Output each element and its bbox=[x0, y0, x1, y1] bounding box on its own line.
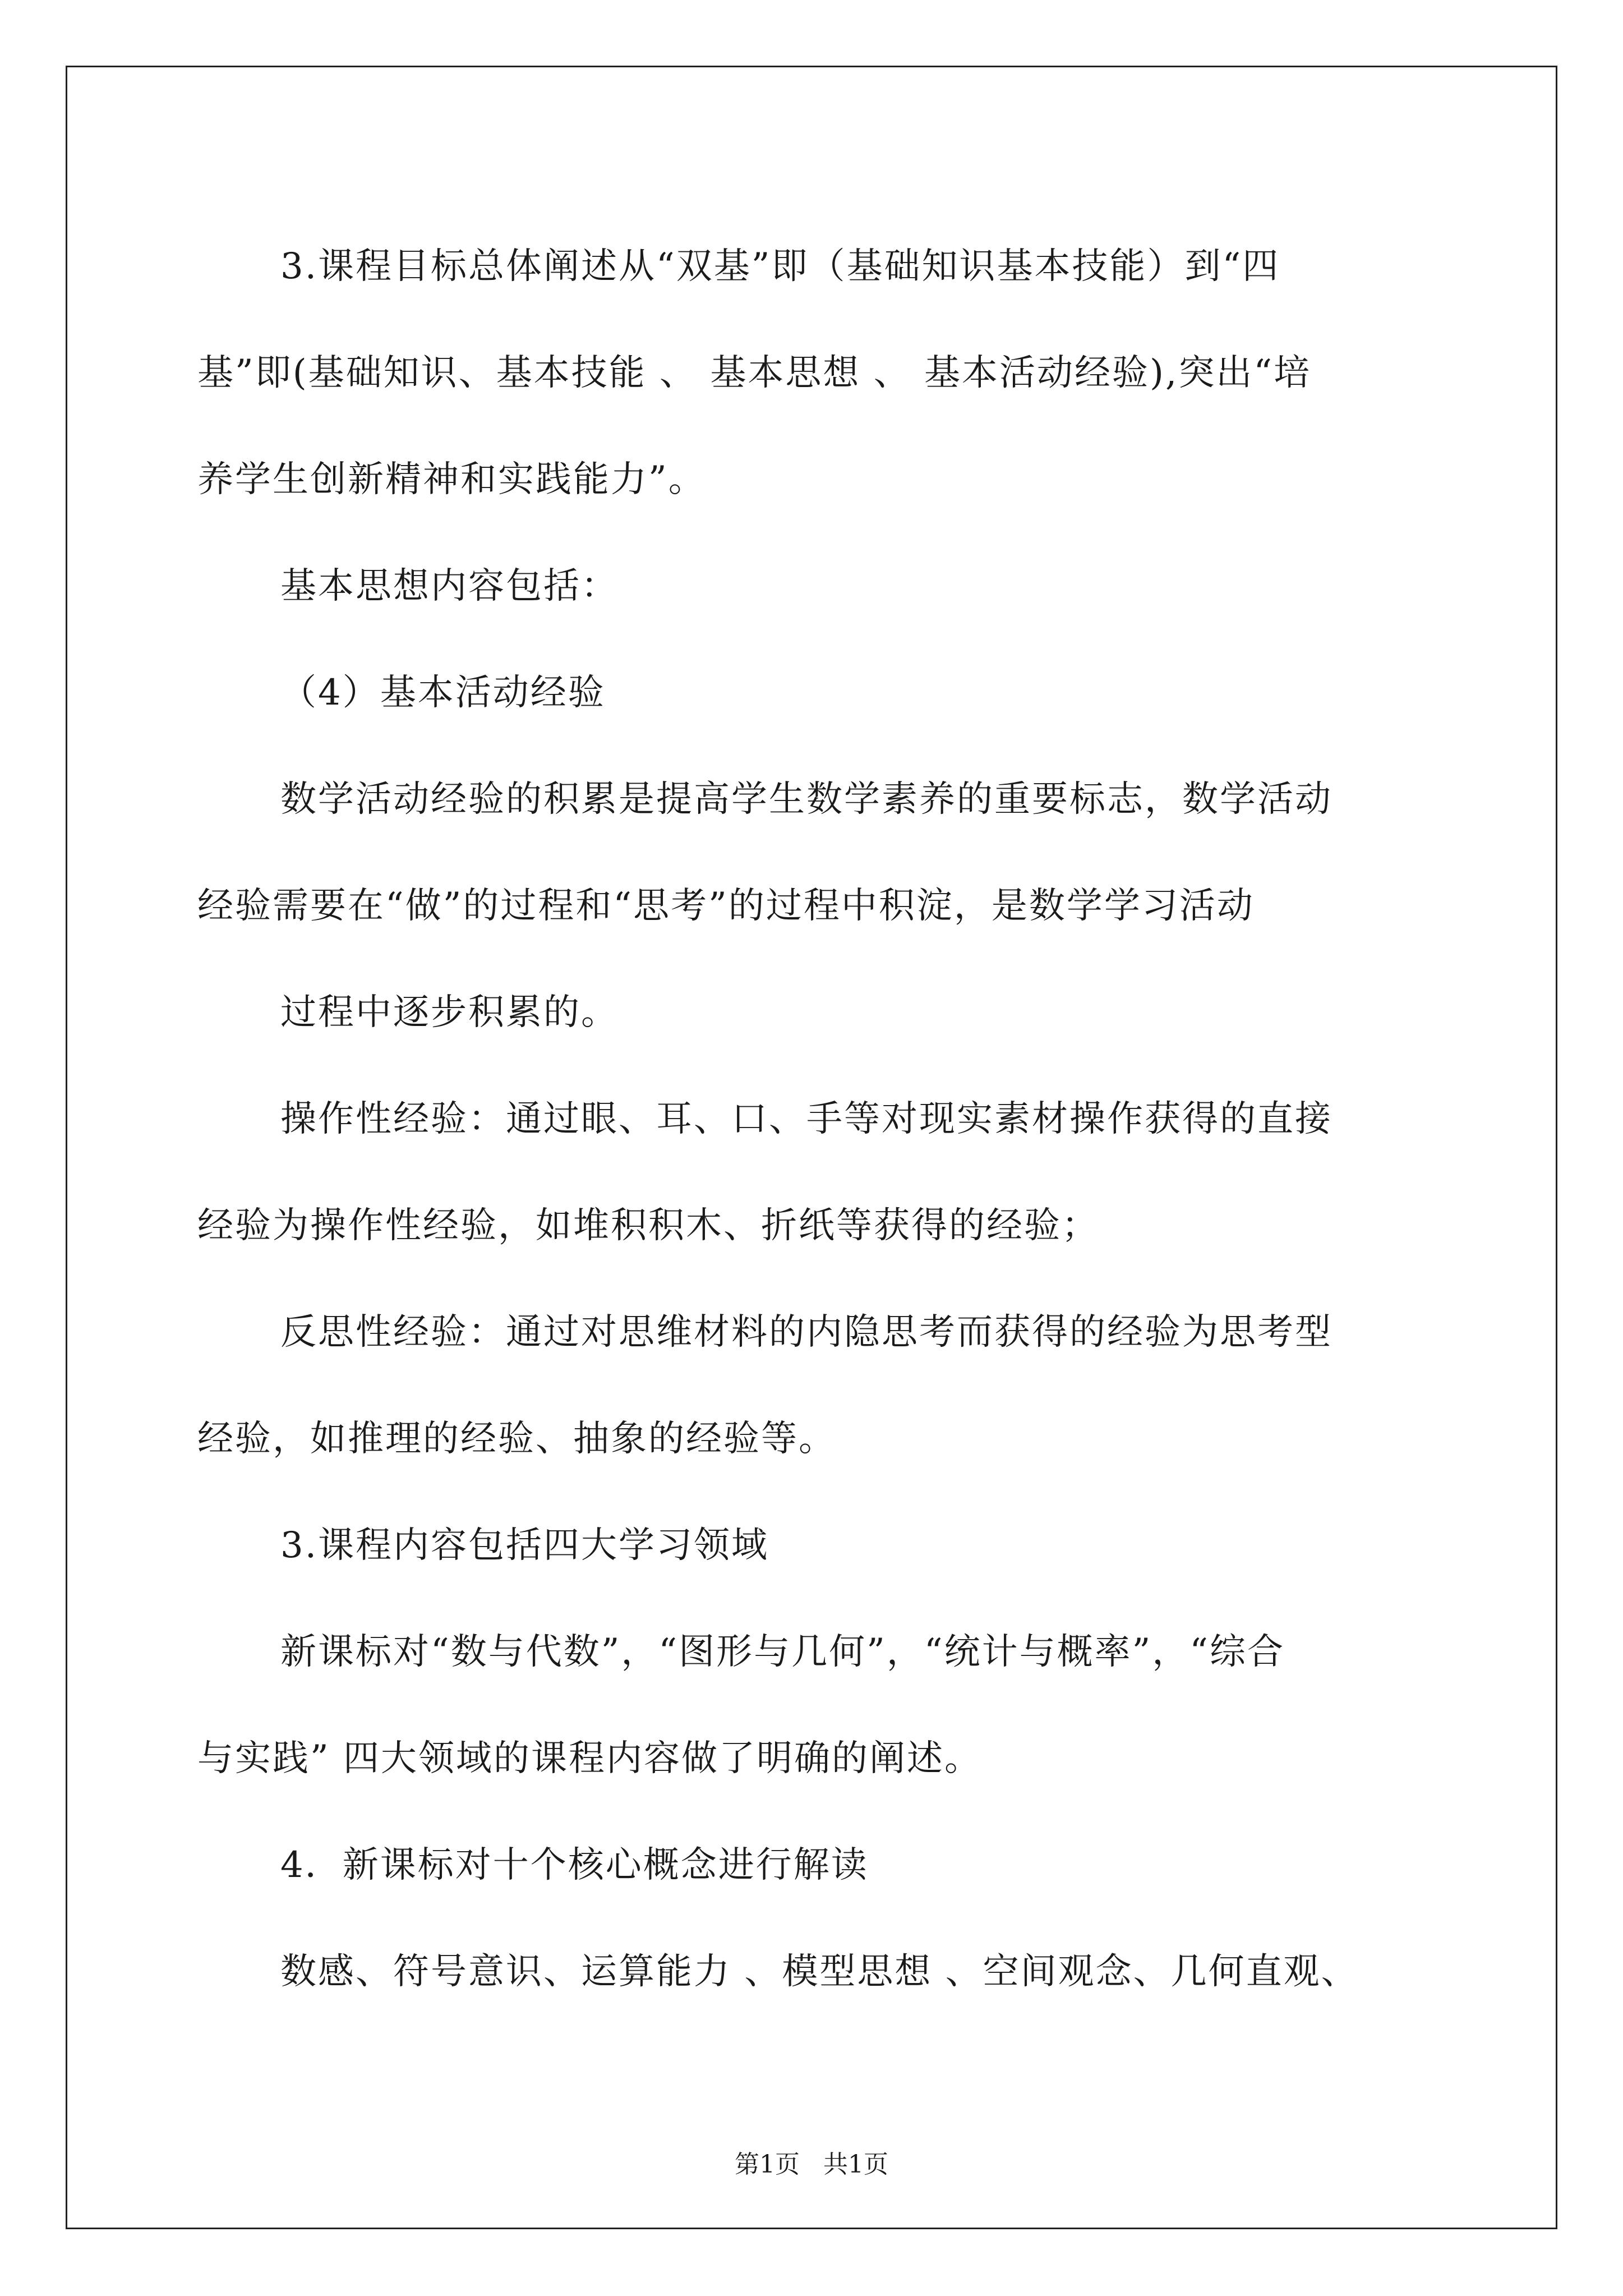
text-line: 新课标对“数与代数”，“图形与几何”，“统计与概率”，“综合 bbox=[280, 1631, 1285, 1673]
text-line: 与实践” 四大领域的课程内容做了明确的阐述。 bbox=[197, 1738, 983, 1779]
text-line: 过程中逐步积累的。 bbox=[280, 992, 619, 1033]
section-heading: 3.课程内容包括四大学习领域 bbox=[280, 1525, 769, 1566]
text-line: 经验为操作性经验，如堆积积木、折纸等获得的经验； bbox=[197, 1205, 1099, 1246]
text-line: 基本思想内容包括： bbox=[280, 565, 619, 607]
text-line: 数学活动经验的积累是提高学生数学素养的重要标志，数学活动 bbox=[280, 779, 1332, 820]
text-line: 操作性经验：通过眼、耳、口、手等对现实素材操作获得的直接 bbox=[280, 1098, 1332, 1140]
text-line: 经验，如推理的经验、抽象的经验等。 bbox=[197, 1418, 836, 1460]
page-total: 共1页 bbox=[823, 2150, 888, 2179]
text-line: 经验需要在“做”的过程和“思考”的过程中积淀，是数学学习活动 bbox=[197, 885, 1255, 927]
text-line: 数感、符号意识、运算能力 、模型思想 、空间观念、几何直观、 bbox=[280, 1951, 1359, 1993]
text-line: 反思性经验：通过对思维材料的内隐思考而获得的经验为思考型 bbox=[280, 1312, 1332, 1353]
page-number: 第1页 bbox=[735, 2150, 800, 2179]
page-footer bbox=[0, 2144, 1623, 2180]
document-body bbox=[197, 213, 1420, 2025]
section-heading: （4）基本活动经验 bbox=[280, 672, 606, 714]
text-line: 3.课程目标总体阐述从“双基”即（基础知识基本技能）到“四 bbox=[280, 246, 1280, 287]
text-line: 养学生创新精神和实践能力”。 bbox=[197, 459, 706, 500]
section-heading: 4．新课标对十个核心概念进行解读 bbox=[280, 1844, 869, 1886]
text-line: 基”即(基础知识、基本技能 、 基本思想 、 基本活动经验),突出“培 bbox=[197, 352, 1312, 394]
